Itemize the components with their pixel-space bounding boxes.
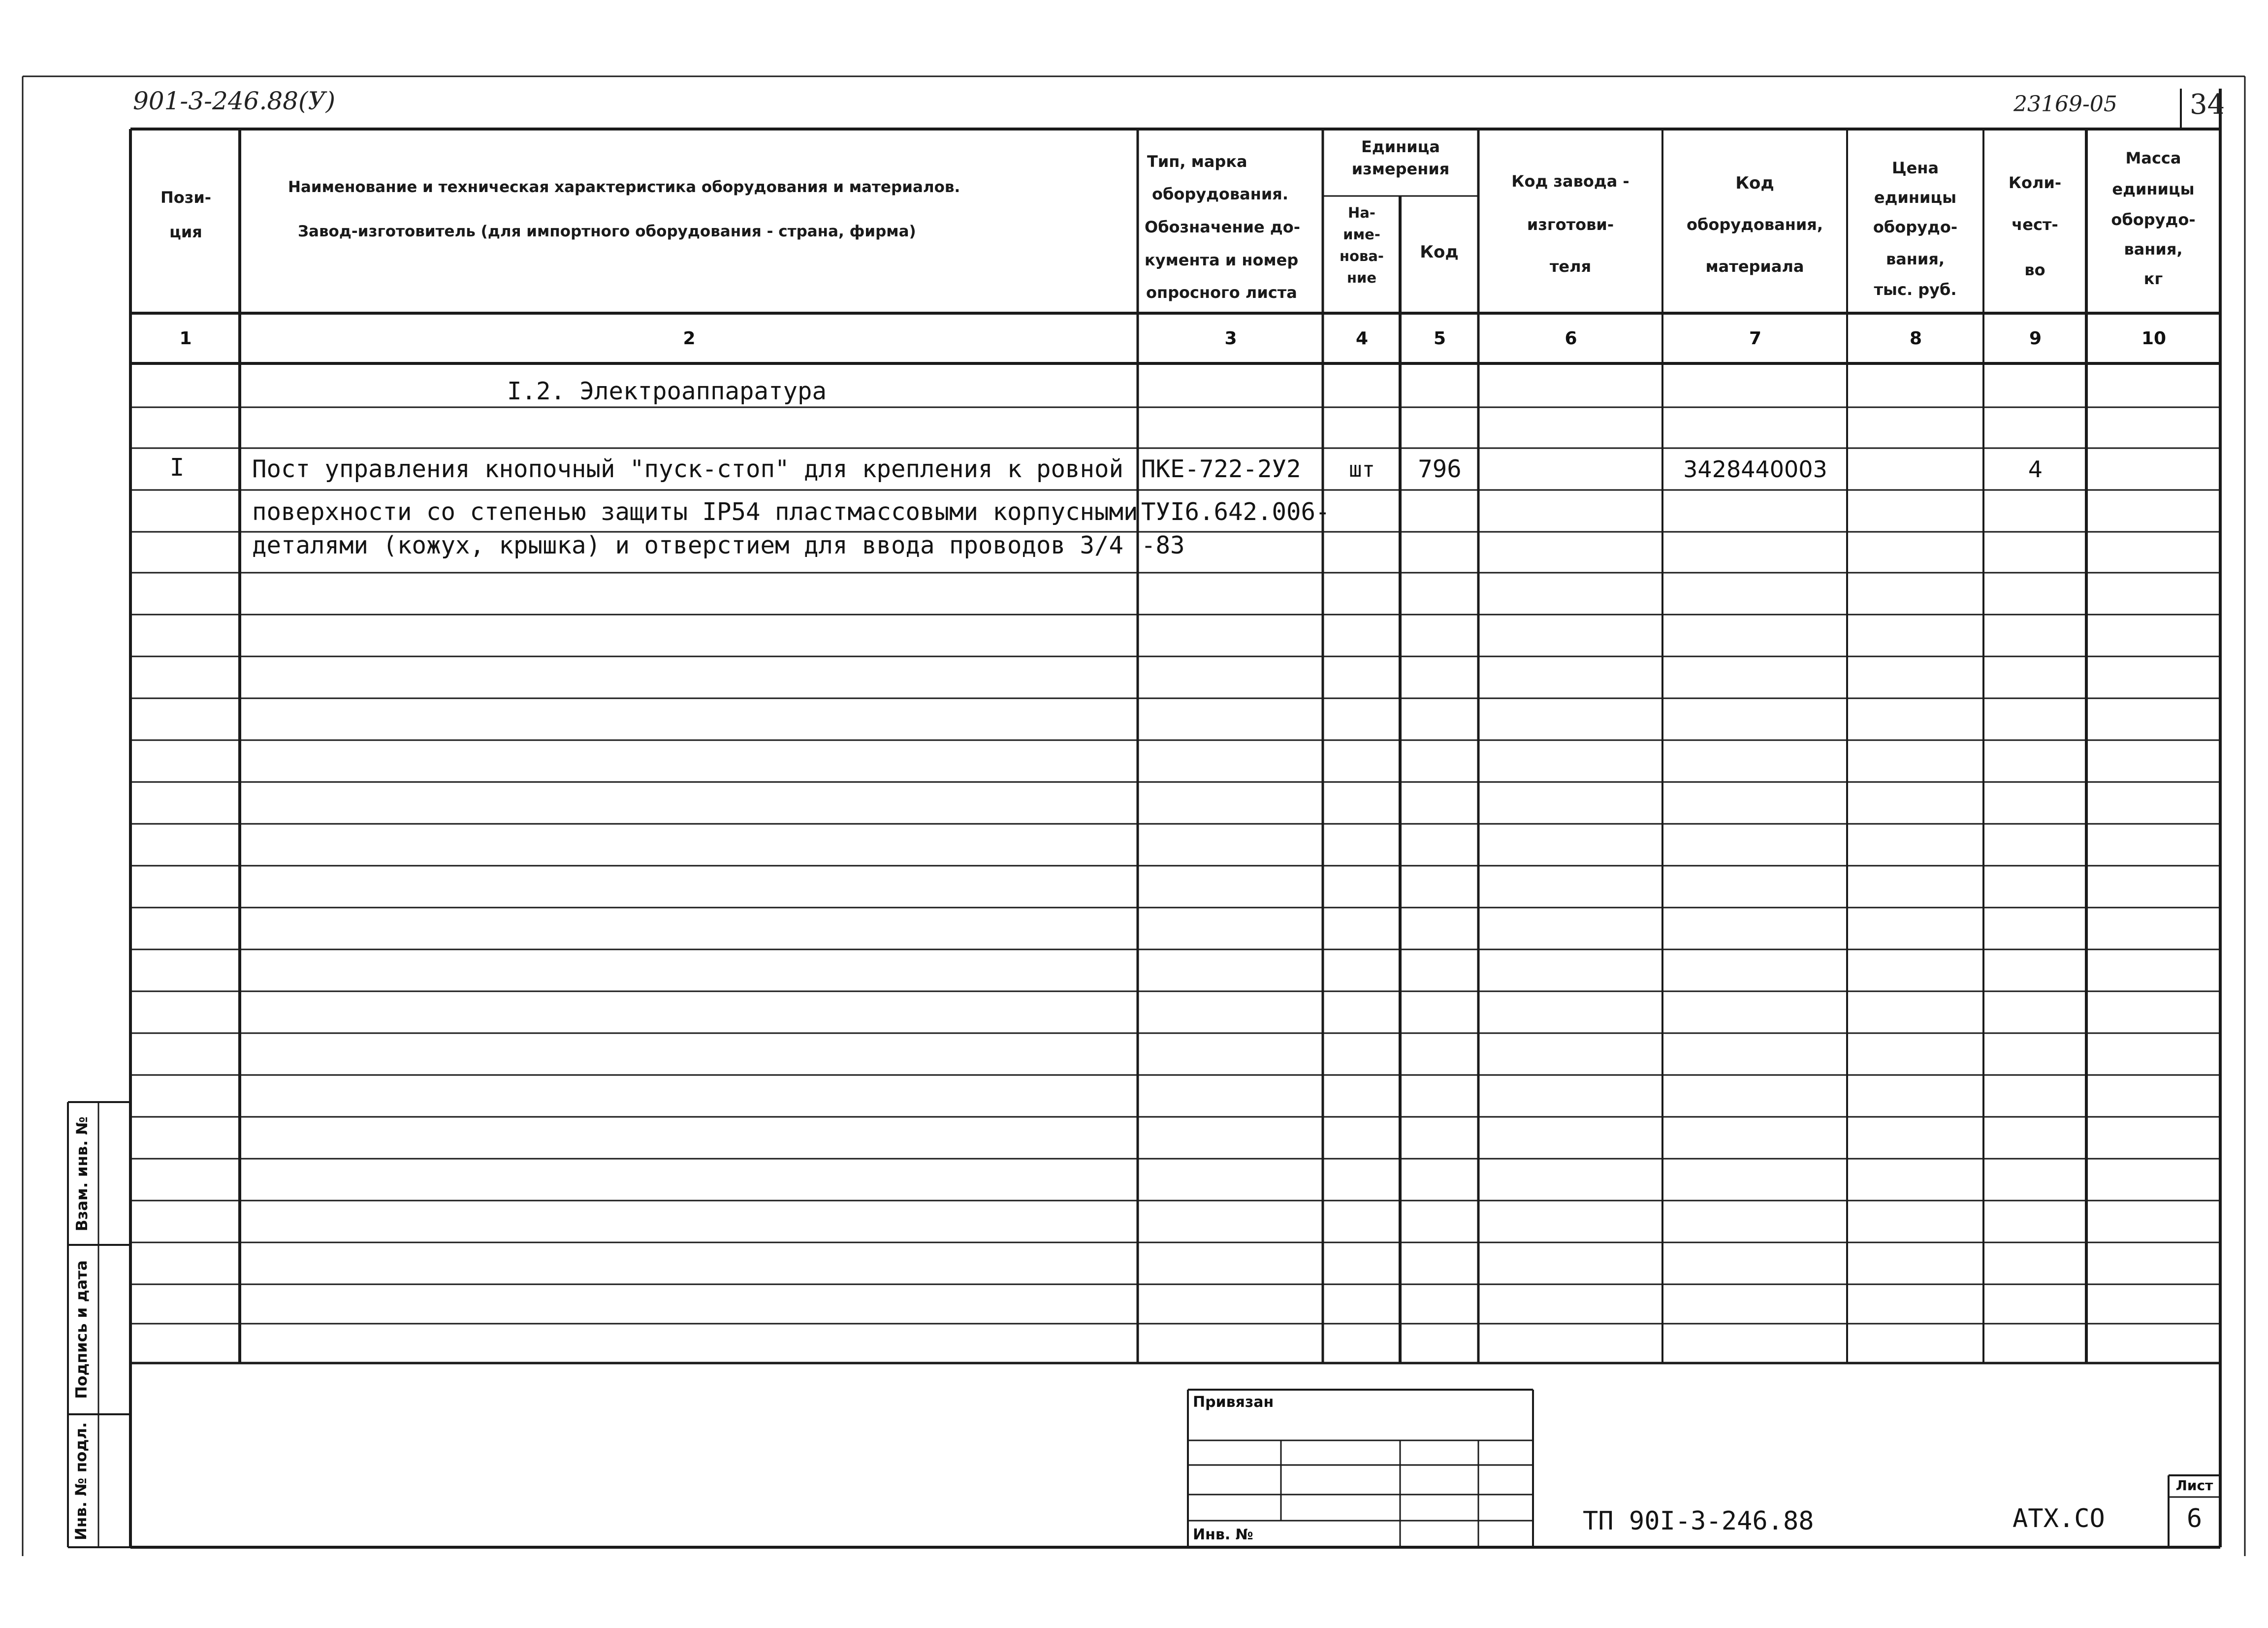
column-number-9: 9 bbox=[2029, 328, 2042, 349]
header-mass-line3: оборудо- bbox=[2111, 210, 2196, 229]
column-number-8: 8 bbox=[1909, 328, 1922, 349]
row-type-mark: ПКЕ-722-2У2 bbox=[1141, 455, 1301, 483]
header-unit-line1: Единица bbox=[1361, 137, 1440, 156]
side-stamp-replacement-inv: Взам. инв. № bbox=[73, 1116, 91, 1232]
handwritten-page-number: 34 bbox=[2190, 89, 2225, 121]
header-equipment-code-line2: оборудования, bbox=[1687, 215, 1823, 234]
header-type-line1: Тип, марка bbox=[1147, 152, 1247, 171]
header-unit-line2: измерения bbox=[1351, 160, 1450, 178]
header-equipment-code-line1: Код bbox=[1735, 173, 1774, 193]
header-unit-name-line4: ние bbox=[1346, 269, 1377, 286]
header-equipment-code-line3: материала bbox=[1705, 257, 1804, 276]
header-unit-code: Код bbox=[1420, 242, 1459, 262]
header-type-line2: оборудования. bbox=[1152, 185, 1288, 203]
row-name-line3: деталями (кожух, крышка) и отверстием для ввода проводов 3/4 bbox=[252, 531, 1124, 559]
section-title: I.2. Электроаппаратура bbox=[507, 377, 827, 405]
row-unit-code: 796 bbox=[1418, 455, 1462, 483]
header-mass-line4: вания, bbox=[2124, 240, 2183, 259]
header-position-line2: ция bbox=[169, 223, 202, 241]
header-factory-line3: теля bbox=[1549, 257, 1592, 276]
header-name-line1: Наименование и техническая характеристика оборудования и материалов. bbox=[288, 178, 960, 196]
side-stamp-original-inv: Инв. № подл. bbox=[72, 1422, 90, 1540]
column-number-3: 3 bbox=[1224, 328, 1237, 349]
sheet-label: Лист bbox=[2175, 1477, 2213, 1494]
document-code: АТХ.СО bbox=[2012, 1504, 2105, 1533]
header-price-line5: тыс. руб. bbox=[1874, 280, 1957, 299]
row-quantity: 4 bbox=[2028, 456, 2043, 483]
document-number: ТП 90I-3-246.88 bbox=[1583, 1506, 1814, 1536]
stamp-privyazan-label: Привязан bbox=[1193, 1394, 1274, 1411]
column-number-7: 7 bbox=[1749, 328, 1762, 349]
row-name-line1: Пост управления кнопочный "пуск-стоп" для крепления к ровной bbox=[252, 455, 1124, 483]
column-number-4: 4 bbox=[1355, 328, 1369, 349]
header-price-line1: Цена bbox=[1891, 159, 1939, 177]
header-unit-name-line1: На- bbox=[1348, 204, 1375, 221]
header-name-line2: Завод-изготовитель (для импортного оборудования - страна, фирма) bbox=[298, 223, 916, 240]
header-factory-line1: Код завода - bbox=[1511, 172, 1629, 191]
header-price-line2: единицы bbox=[1874, 188, 1957, 207]
header-mass-line2: единицы bbox=[2112, 180, 2195, 198]
row-document-line1: ТУI6.642.006- bbox=[1141, 498, 1330, 526]
column-number-10: 10 bbox=[2141, 328, 2167, 349]
header-quantity-line3: во bbox=[2024, 260, 2045, 279]
header-factory-line2: изготови- bbox=[1527, 215, 1614, 234]
handwritten-archive-code: 23169-05 bbox=[2013, 92, 2117, 117]
row-document-line2: -83 bbox=[1141, 531, 1185, 559]
stamp-inv-number-label: Инв. № bbox=[1193, 1526, 1253, 1543]
header-unit-name-line2: име- bbox=[1343, 226, 1380, 243]
header-unit-name-line3: нова- bbox=[1340, 248, 1384, 264]
header-price-line4: вания, bbox=[1885, 250, 1945, 268]
header-quantity-line2: чест- bbox=[2012, 215, 2058, 234]
row-position: I bbox=[169, 454, 185, 482]
handwritten-project-code: 901-3-246.88(У) bbox=[133, 87, 336, 115]
sheet-number: 6 bbox=[2186, 1504, 2203, 1533]
header-position-line1: Пози- bbox=[160, 188, 212, 207]
row-unit-name: шт bbox=[1349, 457, 1375, 482]
side-stamp-signature-date: Подпись и дата bbox=[73, 1260, 91, 1399]
column-number-1: 1 bbox=[179, 328, 192, 349]
column-number-6: 6 bbox=[1565, 328, 1577, 349]
header-mass-line1: Масса bbox=[2125, 149, 2181, 167]
column-number-2: 2 bbox=[683, 328, 696, 349]
header-quantity-line1: Коли- bbox=[2008, 173, 2062, 192]
column-number-5: 5 bbox=[1433, 328, 1446, 349]
header-price-line3: оборудо- bbox=[1873, 218, 1958, 236]
header-type-line4: кумента и номер bbox=[1145, 251, 1299, 269]
row-name-line2: поверхности со степенью защиты IP54 пластмассовыми корпусными bbox=[252, 498, 1138, 526]
header-mass-line5: кг bbox=[2143, 269, 2163, 288]
header-type-line3: Обозначение до- bbox=[1145, 218, 1300, 236]
row-equipment-code: 3428440003 bbox=[1683, 456, 1827, 483]
header-type-line5: опросного листа bbox=[1146, 283, 1297, 302]
